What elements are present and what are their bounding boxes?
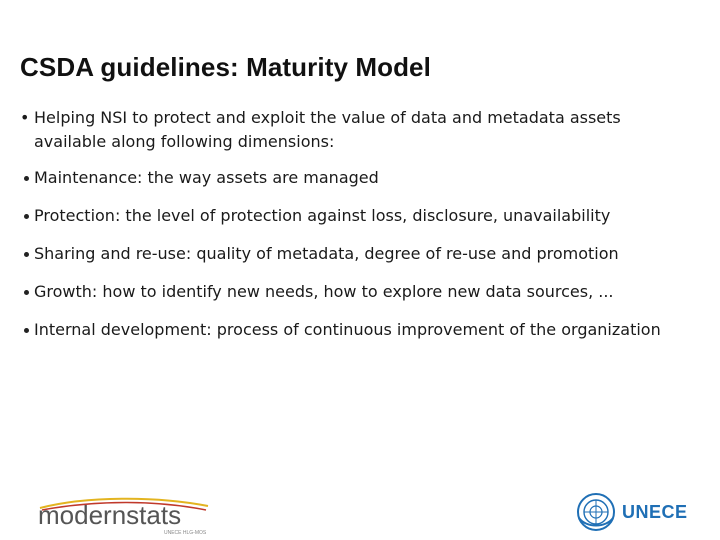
bullet-dot-icon [24,328,29,333]
un-emblem-icon [578,494,614,530]
slide-title: CSDA guidelines: Maturity Model [20,52,431,82]
list-item-text: Maintenance: the way assets are managed [34,168,379,187]
intro-paragraph [20,106,680,154]
bullet-dot-icon [24,214,29,219]
list-item-text: Protection: the level of protection against loss, disclosure, unavailability [34,206,611,225]
list-item-text: Internal development: process of continuous improvement of the organization [34,320,661,339]
unece-logo-text: UNECE [622,502,688,522]
list-item [24,318,684,342]
list-item [24,204,684,228]
bullet-dot-icon [24,290,29,295]
list-item [24,280,684,304]
bullet-dot-icon [24,176,29,181]
bullet-dot-icon [24,252,29,257]
modernstats-logo [36,492,216,536]
dimension-list [24,166,684,356]
list-item [24,242,684,266]
modernstats-logo-subtext: UNECE HLG-MOS [164,530,207,536]
intro-line-2: available along following dimensions: [34,132,335,151]
modernstats-logo-text: modernstats [38,500,182,530]
list-item-text: Sharing and re-use: quality of metadata, degree of re-use and promotion [34,244,619,263]
intro-line-1: Helping NSI to protect and exploit the value of data and metadata assets [34,108,621,127]
intro-bullet: • [20,108,30,127]
list-item-text: Growth: how to identify new needs, how to explore new data sources, ... [34,282,614,301]
list-item [24,166,684,190]
